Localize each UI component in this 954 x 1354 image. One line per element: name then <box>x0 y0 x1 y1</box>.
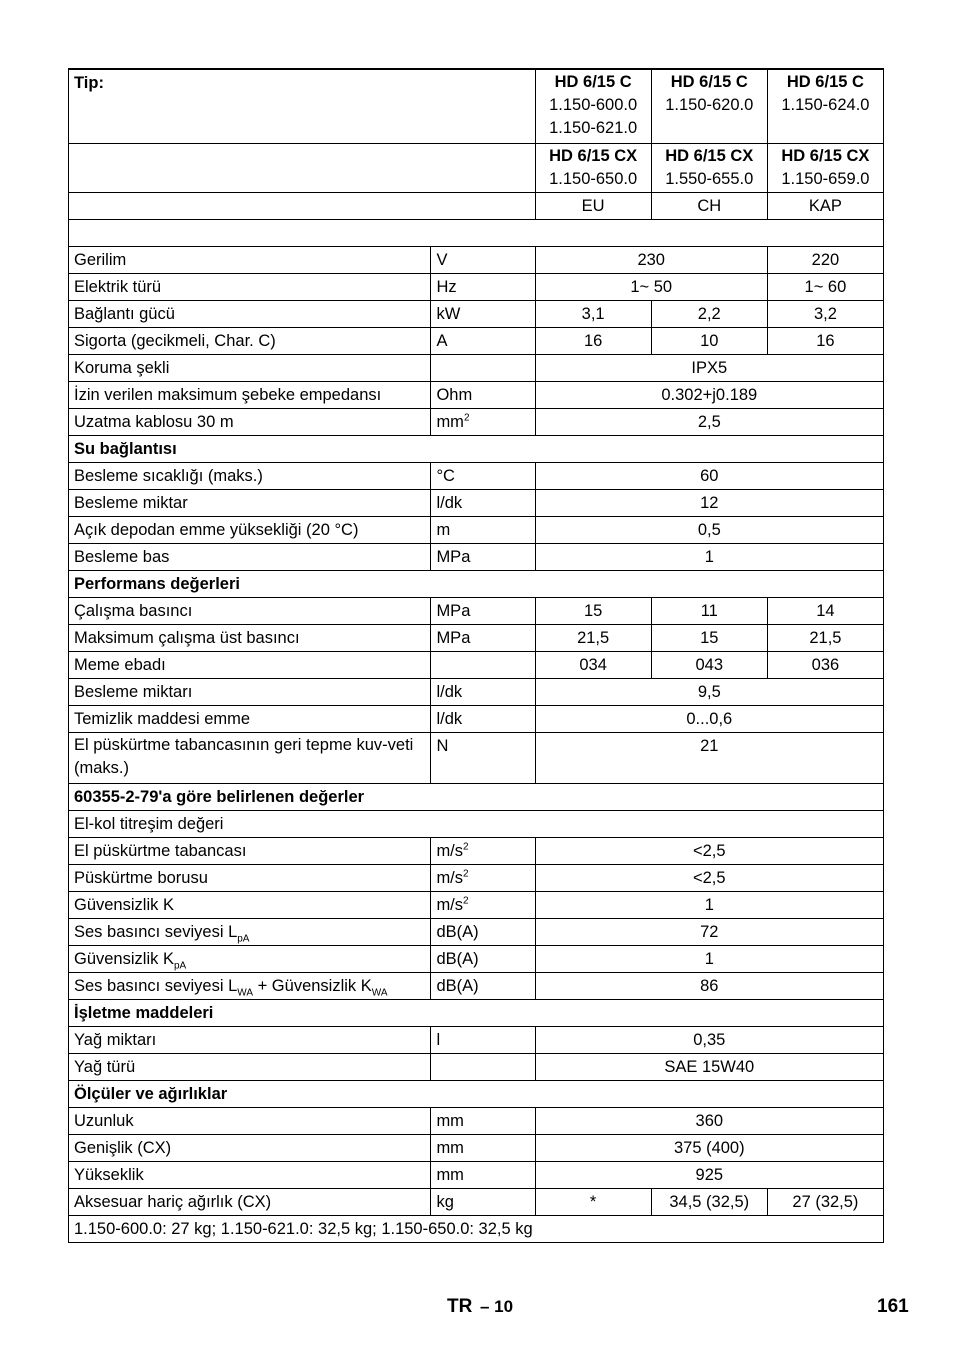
table-row: Besleme miktar l/dk 12 <box>69 489 884 516</box>
section-title: Su bağlantısı <box>69 435 884 462</box>
section-title-row <box>69 570 884 597</box>
table-row: Koruma şekli IPX5 <box>69 354 884 381</box>
region-cell: EU <box>535 192 651 219</box>
table-row: El püskürtme tabancası $m/s^2$ <2,5 <box>69 837 884 864</box>
model-cell: HD 6/15 CX 1.150-650.0 <box>535 143 651 192</box>
region-cell: CH <box>651 192 767 219</box>
table-row: Güvensizlik K $m/s^2$ 1 <box>69 891 884 918</box>
table-row: El-kol titreşim değeri <box>69 810 884 837</box>
section-title: Ölçüler ve ağırlıklar <box>69 1080 884 1107</box>
note-row <box>69 1215 884 1242</box>
table-row: Yağ türü SAE 15W40 <box>69 1053 884 1080</box>
table-row: Uzunluk mm 360 <box>69 1107 884 1134</box>
technical-data-table <box>68 68 884 1243</box>
table-row: Yağ miktarı l 0,35 <box>69 1026 884 1053</box>
model-cell: HD 6/15 C 1.150-624.0 <box>767 69 883 143</box>
table-row: Ses basıncı seviyesi $L_{pA}$ dB(A) 72 <box>69 918 884 945</box>
section-title: Performans değerleri <box>69 570 884 597</box>
section-title-row <box>69 1080 884 1107</box>
spacer-row <box>69 219 884 246</box>
table-row: El püskürtme tabancasının geri tepme kuv-veti (maks.) N 21 <box>69 732 884 783</box>
table-row: Çalışma basıncı MPa 15 11 14 <box>69 597 884 624</box>
header-row-models-cx <box>69 143 884 192</box>
weight-note: 1.150-600.0: 27 kg; 1.150-621.0: 32,5 kg; 1.150-650.0: 32,5 kg <box>69 1215 884 1242</box>
table-row: Yükseklik mm 925 <box>69 1161 884 1188</box>
table-row: Temizlik maddesi emme l/dk 0...0,6 <box>69 705 884 732</box>
section-title: 60355-2-79'a göre belirlenen değerler <box>69 783 884 810</box>
header-row-models-c <box>69 69 884 143</box>
model-cell: HD 6/15 C 1.150-600.0 1.150-621.0 <box>535 69 651 143</box>
table-row: Bağlantı gücü kW 3,1 2,2 3,2 <box>69 300 884 327</box>
page-number: 161 <box>877 1296 909 1317</box>
section-title-row <box>69 999 884 1026</box>
header-row-regions <box>69 192 884 219</box>
section-title-row <box>69 435 884 462</box>
table-row: Besleme bas MPa 1 <box>69 543 884 570</box>
table-row: Besleme sıcaklığı (maks.) °C 60 <box>69 462 884 489</box>
table-row: Açık depodan emme yüksekliği (20 °C) m 0,5 <box>69 516 884 543</box>
table-row: Besleme miktarı l/dk 9,5 <box>69 678 884 705</box>
table-row: İzin verilen maksimum şebeke empedansı Ohm 0.302+j0.189 <box>69 381 884 408</box>
table-row: Elektrik türü Hz 1~ 50 1~ 60 <box>69 273 884 300</box>
table-row: Ses basıncı seviyesi $L_{WA}$ + Güvensizlik $K_{WA}$ dB(A) 86 <box>69 972 884 999</box>
model-cell: HD 6/15 CX 1.150-659.0 <box>767 143 883 192</box>
table-row: Güvensizlik $K_{pA}$ dB(A) 1 <box>69 945 884 972</box>
table-row: Gerilim V 230 220 <box>69 246 884 273</box>
table-row: Meme ebadı 034 043 036 <box>69 651 884 678</box>
table-row: Püskürtme borusu $m/s^2$ <2,5 <box>69 864 884 891</box>
footer-language: TR <box>447 1296 473 1317</box>
model-cell: HD 6/15 CX 1.550-655.0 <box>651 143 767 192</box>
model-cell: HD 6/15 C 1.150-620.0 <box>651 69 767 143</box>
region-cell: KAP <box>767 192 883 219</box>
section-title-row <box>69 783 884 810</box>
table-row: Genişlik (CX) mm 375 (400) <box>69 1134 884 1161</box>
table-row: Aksesuar hariç ağırlık (CX) kg * 34,5 (32,5) 27 (32,5) <box>69 1188 884 1215</box>
footer-section-page: – 10 <box>480 1297 514 1316</box>
tip-label: Tip: <box>69 69 536 143</box>
section-title: İşletme maddeleri <box>69 999 884 1026</box>
table-row: Maksimum çalışma üst basıncı MPa 21,5 15 21,5 <box>69 624 884 651</box>
table-row: Uzatma kablosu 30 m $mm^2$ 2,5 <box>69 408 884 435</box>
table-row: Sigorta (gecikmeli, Char. C) A 16 10 16 <box>69 327 884 354</box>
